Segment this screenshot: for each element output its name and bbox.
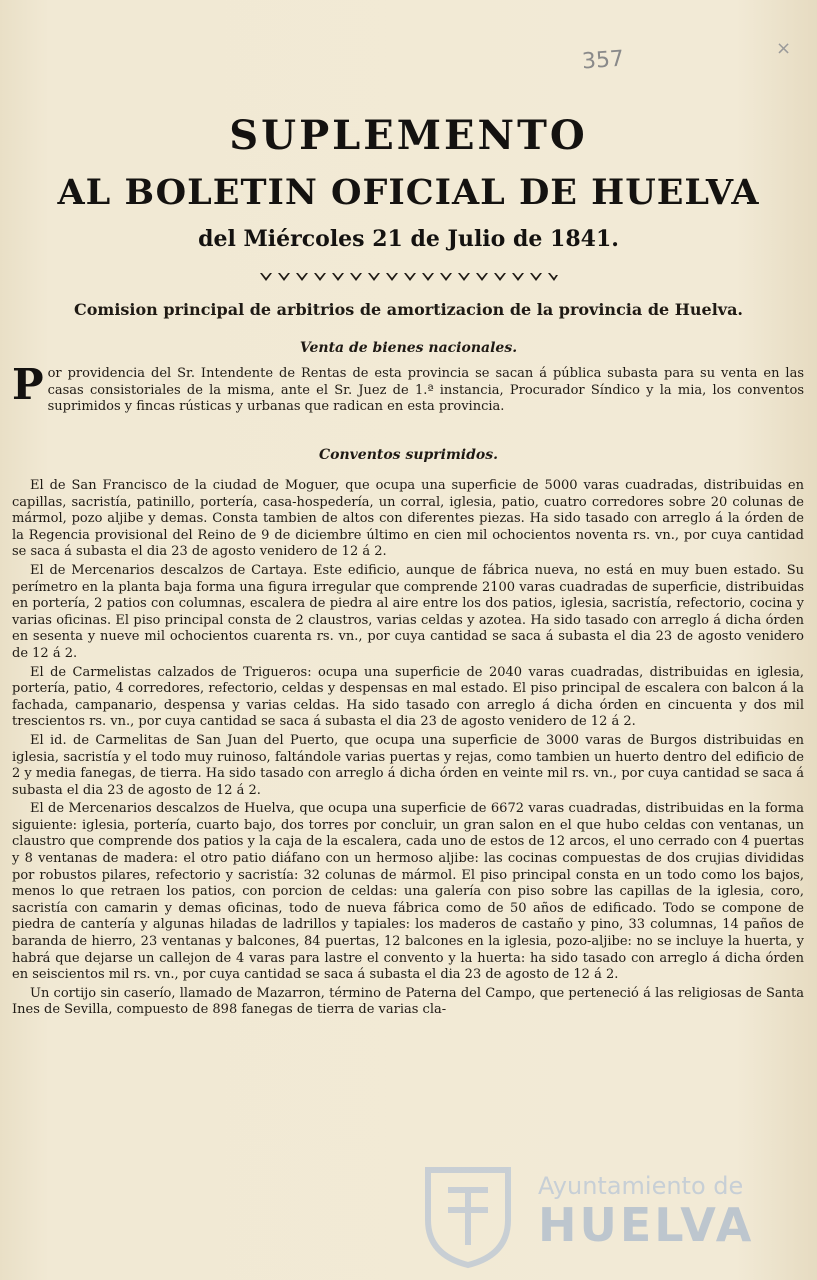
issue-date: del Miércoles 21 de Julio de 1841. (198, 226, 619, 252)
watermark-line2: HUELVA (538, 1198, 755, 1252)
commission-heading: Comision principal de arbitrios de amortizacion de la provincia de Huelva. (73, 300, 743, 319)
convent-list (12, 478, 804, 1021)
page-number-annotation: 357 (581, 46, 625, 75)
pencil-mark: × (776, 38, 792, 59)
drop-cap: P (12, 360, 44, 409)
list-item: El de San Francisco de la ciudad de Moguer, que ocupa una superficie de 5000 varas cuadradas, distribuidas en capillas, sacristía, patinillo, portería, casa-hospedería, un corral, iglesia, patio, cuatro corredores sobre 20 colunas de mármol, pozo aljibe y demas. Consta tambien de altos con diferentes piezas. Ha sido tasado con arreglo á la órden de la Regencia provisional del Reino de 9 de diciembre último en cien mil ochocientos noventa rs. vn., por cuya cantidad se saca á subasta el dia 23 de agosto venidero de 12 á 2. (12, 478, 804, 560)
intro-text: or providencia del Sr. Intendente de Rentas de esta provincia se sacan á pública subasta para su venta en las casas consistoriales de la misma, ante el Sr. Juez de 1.ª instancia, Procurador Síndico y la mia, los conventos suprimidos y fincas rústicas y urbanas que radican en esta provincia. (47, 366, 804, 415)
masthead-subtitle: AL BOLETIN OFICIAL DE HUELVA (57, 172, 760, 213)
list-item: El id. de Carmelitas de San Juan del Puerto, que ocupa una superficie de 3000 varas de Burgos distribuidas en iglesia, sacristía y el todo muy ruinoso, faltándole varias puertas y rejas, como tambien un huerto dentro del edificio de 2 y media fanegas, de tierra. Ha sido tasado con arreglo á dicha órden en veinte mil rs. vn., por cuya cantidad se saca á subasta el dia 23 de agosto de 12 á 2. (12, 732, 804, 798)
list-item: Un cortijo sin caserío, llamado de Mazarron, término de Paterna del Campo, que perteneció á las religiosas de Santa Ines de Sevilla, compuesto de 898 fanegas de tierra de varias cla- (12, 985, 804, 1018)
intro-paragraph (12, 360, 804, 416)
list-item: El de Mercenarios descalzos de Cartaya. Este edificio, aunque de fábrica nueva, no está en muy buen estado. Su perímetro en la planta baja forma una figura irregular que comprende 2100 varas cuadradas de superficie, distribuidas en portería, 2 patios con columnas, escalera de piedra al aire entre los dos patios, iglesia, sacristía, refectorio, cocina y varias oficinas. El piso principal consta de 2 claustros, varias celdas y azotea. Ha sido tasado con arreglo á dicha órden en sesenta y nueve mil ochocientos cuarenta rs. vn., por cuya cantidad se saca á subasta el dia 23 de agosto venidero de 12 á 2. (12, 562, 804, 661)
ornamental-rule (258, 270, 558, 284)
watermark-seal-icon (408, 1150, 528, 1270)
watermark-line1: Ayuntamiento de (538, 1172, 744, 1200)
masthead-title: SUPLEMENTO (229, 112, 588, 159)
section-heading-sale: Venta de bienes nacionales. (299, 340, 518, 356)
list-item: El de Carmelistas calzados de Trigueros: ocupa una superficie de 2040 varas cuadradas, distribuidas en iglesia, portería, patio, 4 corredores, refectorio, celdas y despensas en mal estado. El piso principal de escalera con balcon á la fachada, campanario, despensa y varias celdas. Ha sido tasado con arreglo á dicha órden en cincuenta y dos mil trescientos rs. vn., por cuya cantidad se saca á subasta el dia 23 de agosto venidero de 12 á 2. (12, 664, 804, 730)
list-item: El de Mercenarios descalzos de Huelva, que ocupa una superficie de 6672 varas cuadradas, distribuidas en la forma siguiente: iglesia, portería, cuarto bajo, dos torres por concluir, un gran salon en el que hubo celdas con ventanas, un claustro que comprende dos patios y la caja de la escalera, cada uno de estos de 12 arcos, el uno cerrado con 4 puertas y 8 ventanas de madera: el otro patio diáfano con un hermoso aljibe: las cocinas compuestas de dos crujias divididas por robustos pilares, refectorio y sacristía: 32 colunas de mármol. El piso principal consta en un todo como los bajos, menos lo que retraen los patios, con porcion de celdas: una galería con piso sobre las capillas de la iglesia, coro, sacristía con camarin y demas oficinas, todo de nueva fábrica como de 50 años de edificado. Todo se compone de piedra de cantería y algunas hiladas de ladrillos y tapiales: los maderos de castaño y pino, 33 columnas, 14 paños de baranda de hierro, 23 ventanas y balcones, 84 puertas, 12 balcones en la iglesia, pozo-aljibe: no se incluye la huerta, y habrá que dejarse un callejon de 4 varas para lastre el convento y la huerta: ha sido tasado con arreglo á dicha órden en seiscientos mil rs. vn., por cuya cantidad se saca á subasta el dia 23 de agosto de 12 á 2. (12, 801, 804, 983)
section-heading-convents: Conventos suprimidos. (319, 447, 498, 463)
